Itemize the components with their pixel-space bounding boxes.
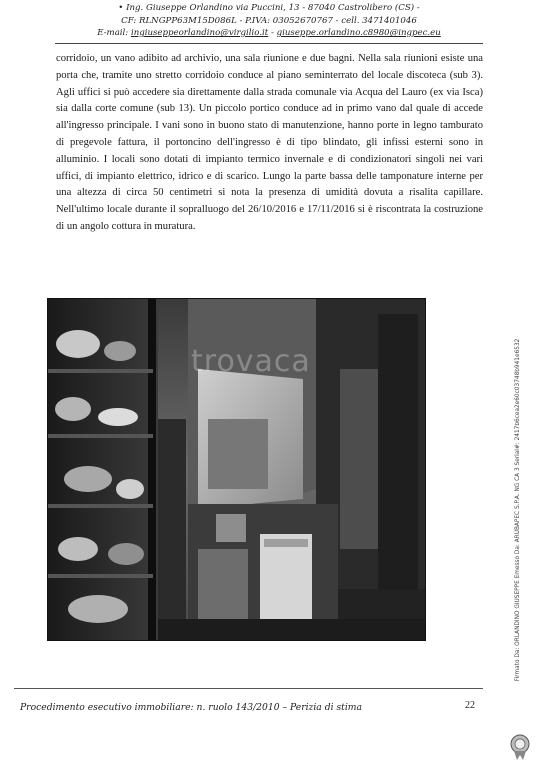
interior-photo xyxy=(47,298,426,641)
photo-watermark: trovaca xyxy=(191,344,311,379)
letterhead xyxy=(0,2,538,40)
footer-caption: Procedimento esecutivo immobiliare: n. ruolo 143/2010 – Perizia di stima xyxy=(20,702,362,713)
footer-divider xyxy=(14,688,483,689)
body-text xyxy=(56,51,483,236)
page-number: 22 xyxy=(465,700,475,711)
pec-email-link[interactable]: giuseppe.orlandino.c8980@ingpec.eu xyxy=(276,28,441,38)
letterhead-tax-info: CF: RLNGPP63M15D086L - P.IVA: 03052670767 - cell. 3471401046 xyxy=(121,15,417,26)
digital-signature-strip xyxy=(506,290,530,730)
header-divider xyxy=(55,43,483,44)
email-link[interactable]: ingiuseppeorlandino@virgilio.it xyxy=(130,28,269,38)
letterhead-email-line xyxy=(0,27,538,40)
email-label: E-mail: xyxy=(97,28,129,38)
email-separator: - xyxy=(268,28,277,38)
seal-icon xyxy=(508,733,532,761)
body-paragraph: corridoio, un vano adibito ad archivio, una sala riunione e due bagni. Nella sala riunioni esiste una porta che, tramite uno stretto corridoio conduce al piano seminterrato del locale discoteca (sub 3). Agli uffici si può accedere sia direttamente dalla strada comunale via Acqua del Lauro (ex via Isca) sia dalla corte comune (sub 13). Un piccolo portico conduce ad in primo vano dal quale di accede all'ingresso principale. I vani sono in buono stato di manutenzione, hanno porte in legno tamburato di pregevole fattura, il portoncino dell'ingresso è di tipo blindato, gli infissi esterni sono in alluminio. I locali sono dotati di impianto termico invernale e di condizionatori singoli nei vari uffici, di impianto elettrico, idrico e di scarico. Lungo la parte bassa delle tamponature interne per una altezza di circa 50 centimetri si nota la presenza di umidità dovuta a risalita capillare. Nell'ultimo locale durante il sopralluogo del 26/10/2016 e 17/11/2016 si è riscontrata la costruzione di un angolo cottura in muratura. xyxy=(56,53,483,232)
digital-signature-text: Firmato Da: ORLANDINO GIUSEPPE Emesso Da: ARUBAPEC S.P.A. NG CA 3 Serial#: 2417b6cea2e60c03748b941e6532 xyxy=(515,338,521,682)
letterhead-address: • Ing. Giuseppe Orlandino via Puccini, 13 - 87040 Castrolibero (CS) - xyxy=(118,3,420,13)
